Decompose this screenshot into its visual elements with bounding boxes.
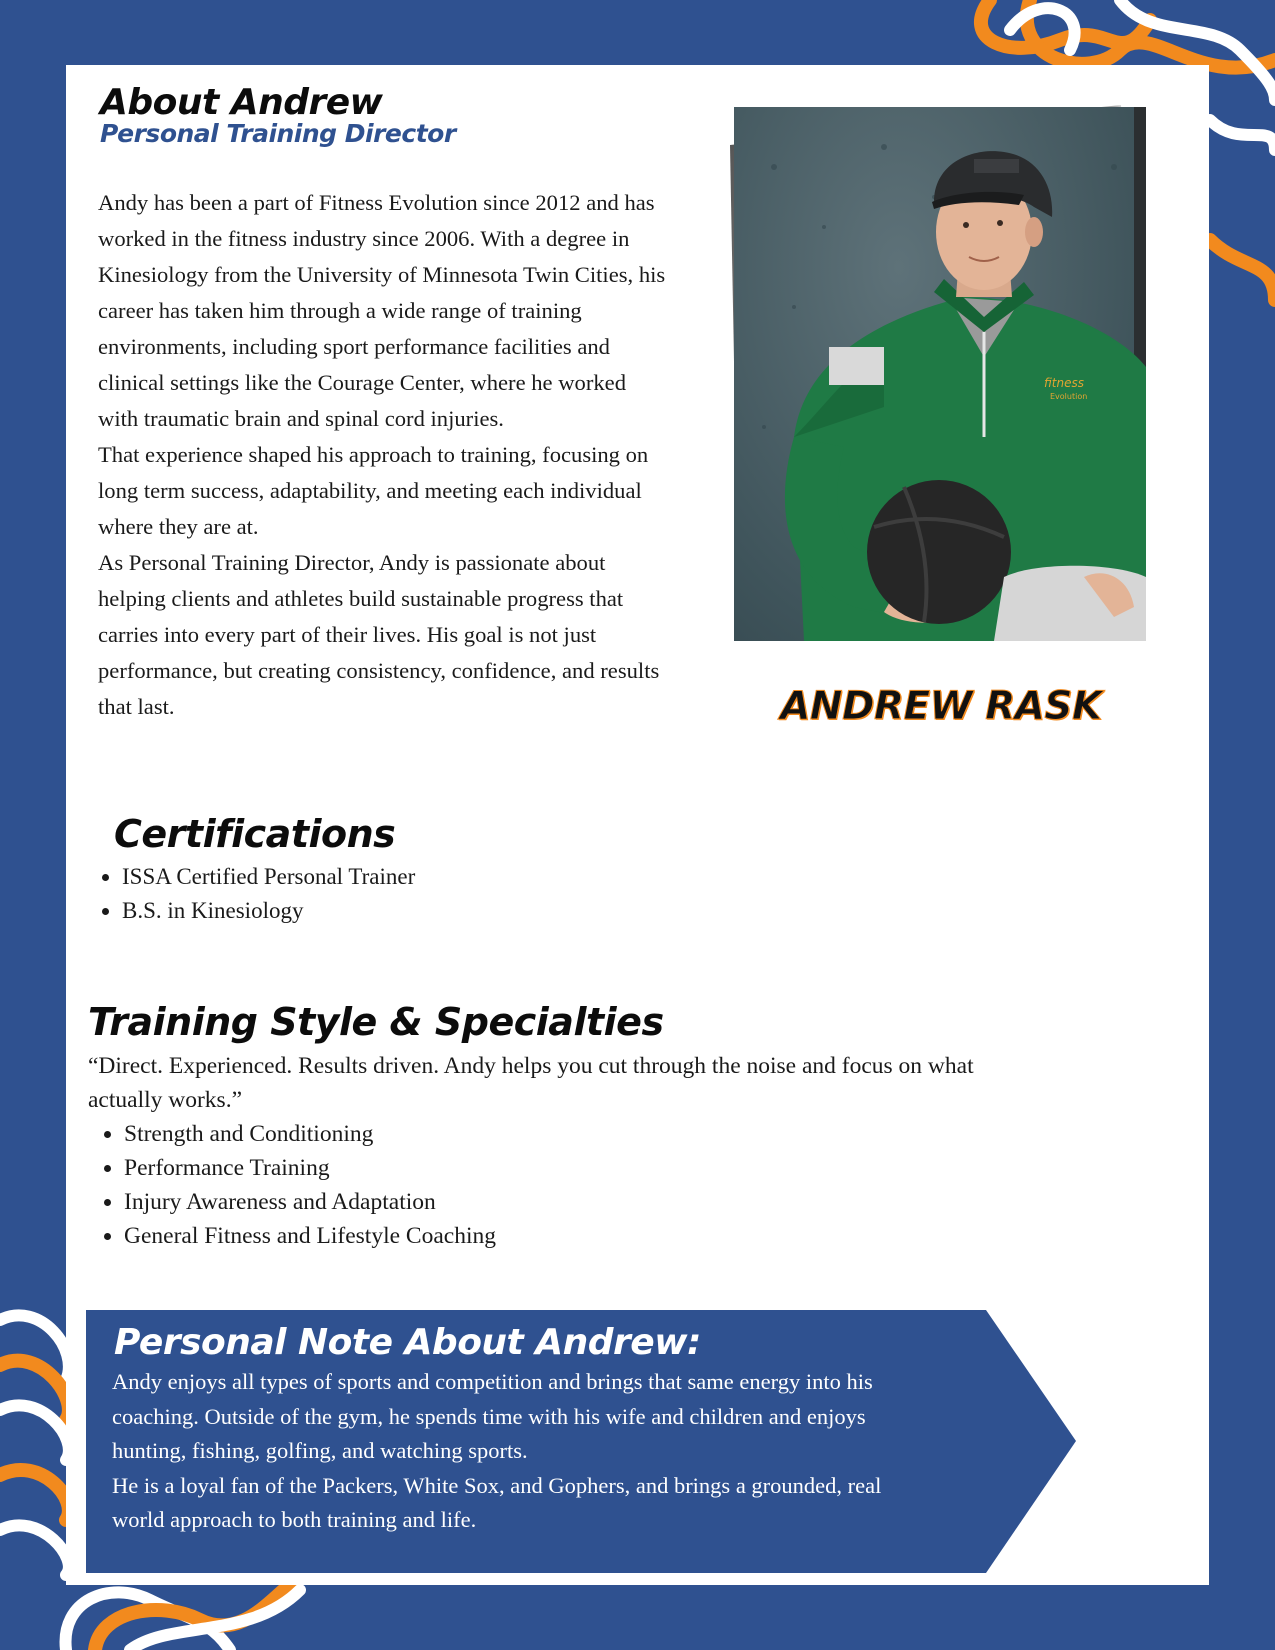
list-item: • Performance Training (124, 1151, 496, 1185)
list-item: • Injury Awareness and Adaptation (124, 1185, 496, 1219)
personal-note-title: Personal Note About Andrew: (114, 1322, 701, 1363)
job-title: Personal Training Director (100, 119, 456, 148)
list-item: • ISSA Certified Personal Trainer (122, 860, 415, 894)
list-item: • General Fitness and Lifestyle Coaching (124, 1219, 496, 1253)
training-style-title: Training Style & Specialties (88, 1000, 664, 1044)
profile-card (66, 65, 1209, 1585)
specialties-list (102, 1117, 496, 1253)
bio-paragraph: Andy has been a part of Fitness Evolution since 2012 and has worked in the fitness industry since 2006. With a degree in Kinesiology from the University of Minnesota Twin Cities, his career has taken him through a wide range of training environments, including sport performance facilities and clinical settings like the Courage Center, where he worked with traumatic brain and spinal cord injuries. (98, 190, 666, 431)
shirt-logo: fitness (1044, 376, 1084, 390)
about-title: About Andrew (100, 82, 383, 123)
bio-text (98, 185, 668, 725)
list-item: • Strength and Conditioning (124, 1117, 496, 1151)
training-quote: “Direct. Experienced. Results driven. Andy helps you cut through the noise and focus on what actually works.” (88, 1053, 974, 1113)
personal-note-text (112, 1365, 922, 1538)
note-paragraph: He is a loyal fan of the Packers, White Sox, and Gophers, and brings a grounded, real world approach to both training and life. (112, 1472, 882, 1532)
shirt-logo: Evolution (1050, 392, 1088, 401)
list-item: • B.S. in Kinesiology (122, 894, 415, 928)
bio-paragraph: As Personal Training Director, Andy is passionate about helping clients and athletes build sustainable progress that carries into every part of their lives. His goal is not just performance, but creating consistency, confidence, and results that last. (98, 550, 660, 719)
profile-photo (734, 107, 1146, 641)
certifications-list (96, 860, 415, 928)
bio-paragraph: That experience shaped his approach to training, focusing on long term success, adaptability, and meeting each individual where they are at. (98, 442, 649, 539)
trainer-name: ANDREW RASK (780, 684, 1102, 729)
note-paragraph: Andy enjoys all types of sports and competition and brings that same energy into his coaching. Outside of the gym, he spends time with his wife and children and enjoys hunting, fishing, golfing, and watching sports. (112, 1369, 873, 1463)
trainer-illustration (734, 107, 1146, 641)
certifications-title: Certifications (114, 812, 396, 856)
